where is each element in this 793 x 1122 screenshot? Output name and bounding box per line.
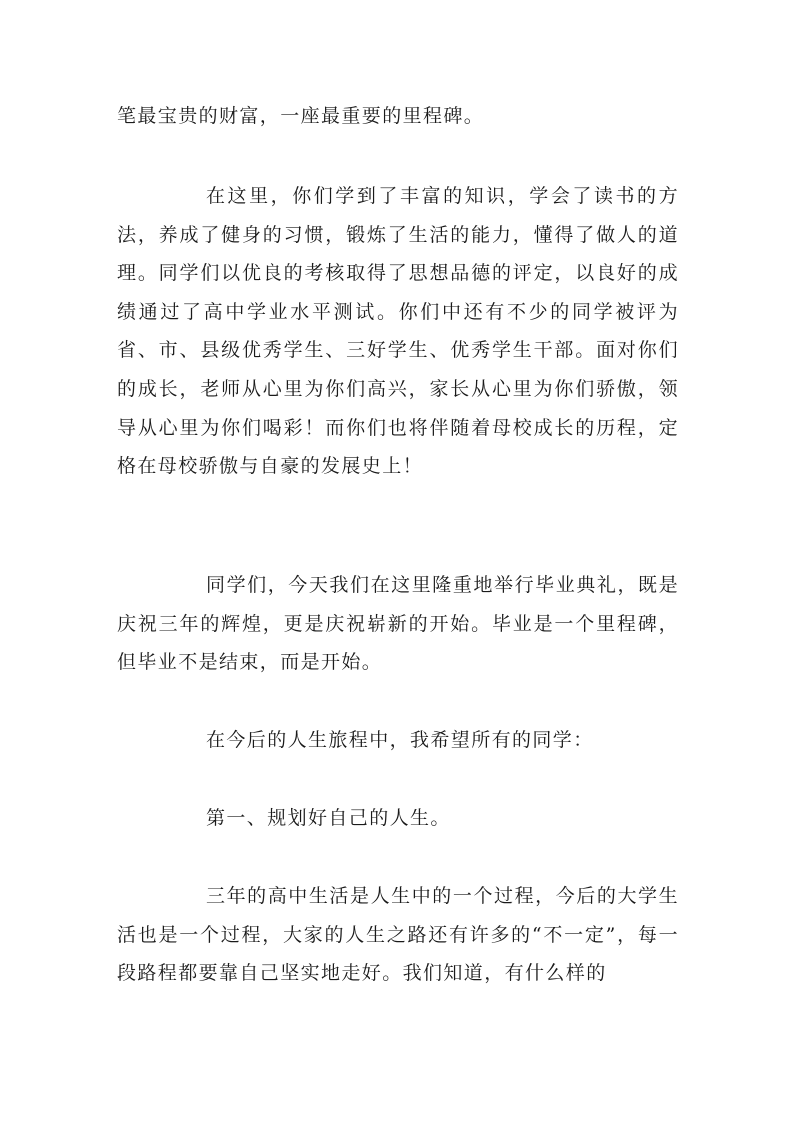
paragraph-achievements: 在这里，你们学到了丰富的知识，学会了读书的方法，养成了健身的习惯，锻炼了生活的能力，懂得了做人的道理。同学们以优良的考核取得了思想品德的评定，以良好的成绩通过了高中学业水平测试。你们中还有不少的同学被评为省、市、县级优秀学生、三好学生、优秀学生干部。面对你们的成长，老师从心里为你们高兴，家长从心里为你们骄傲，领导从心里为你们喝彩！而你们也将伴随着母校成长的历程，定格在母校骄傲与自豪的发展史上！ [117,185,679,478]
paragraph-continuation: 笔最宝贵的财富，一座最重要的里程碑。 [117,105,485,127]
paragraph-graduation: 同学们，今天我们在这里隆重地举行毕业典礼，既是庆祝三年的辉煌，更是庆祝崭新的开始。毕业是一个里程碑，但毕业不是结束，而是开始。 [117,574,679,674]
paragraph-hopes-intro: 在今后的人生旅程中，我希望所有的同学： [206,729,594,751]
paragraph-point-one-heading: 第一、规划好自己的人生。 [206,807,451,829]
paragraph-point-one-body: 三年的高中生活是人生中的一个过程，今后的大学生活也是一个过程，大家的人生之路还有许多的“不一定”，每一段路程都要靠自己坚实地走好。我们知道，有什么样的 [117,885,679,985]
